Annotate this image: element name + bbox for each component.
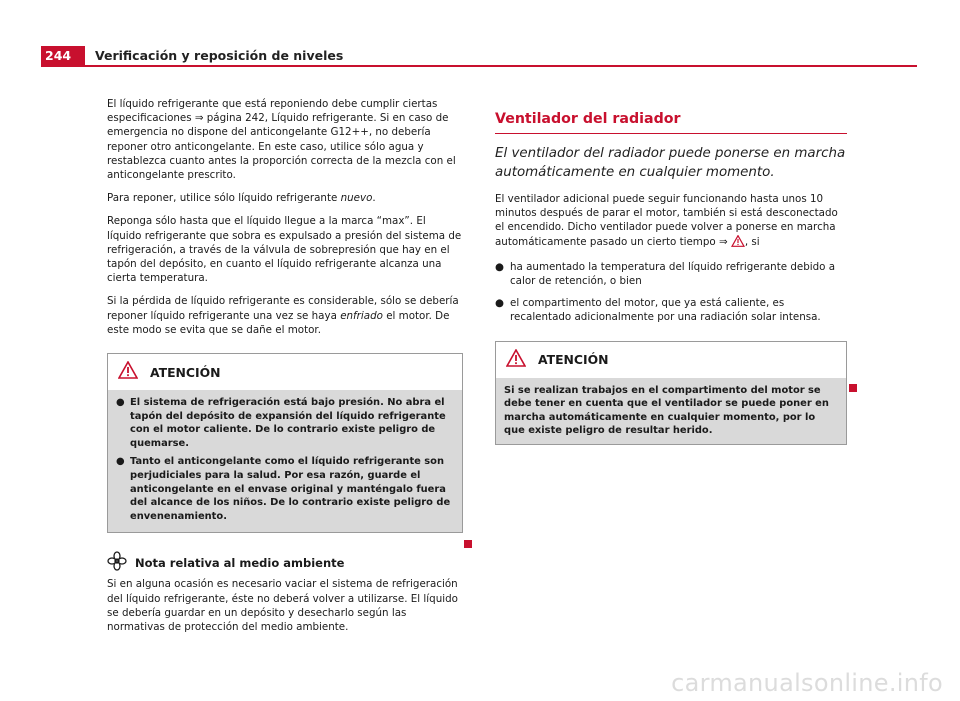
coolant-spec-paragraph: El líquido refrigerante que está reponiendo debe cumplir ciertas especificaciones ⇒ página 242, Líquido refrigerante. Si en caso de emergencia no dispone del anticongelante G12++, no debería reponer otro anticongelante. En este caso, utilice sólo agua y restablezca cuanto antes la proporción correcta de la mezcla con el anticongelante prescrito. (107, 98, 456, 182)
right-column (495, 111, 847, 445)
header-rule (41, 65, 917, 67)
list-item-text: ha aumentado la temperatura del líquido refrigerante debido a calor de retención, o bien (510, 260, 836, 288)
page-number: 244 (41, 46, 85, 66)
warning-box (495, 341, 847, 445)
text-segment: , si (744, 235, 760, 248)
warning-triangle-icon (506, 349, 526, 371)
warning-header (108, 354, 462, 390)
emphasis-text: enfriado (340, 309, 383, 322)
warning-body (108, 390, 462, 532)
left-column (107, 97, 463, 643)
warning-bullet (116, 396, 454, 450)
warning-title: ATENCIÓN (538, 352, 609, 368)
text-segment: Para reponer, utilice sólo líquido refrigerante (107, 192, 341, 205)
list-item (495, 296, 847, 324)
chapter-title: Verificación y reposición de niveles (95, 48, 344, 63)
environment-note-text: Si en alguna ocasión es necesario vaciar el sistema de refrigeración del líquido refrigerante, éste no deberá volver a utilizarse. El líquido se debería guardar en un depósito y desecharlo según las normativas de protección del medio ambiente. (107, 578, 458, 633)
environment-note-title: Nota relativa al medio ambiente (135, 556, 345, 571)
list-item (495, 260, 847, 288)
list-item-text: el compartimento del motor, que ya está caliente, es recalentado adicionalmente por una radiación solar intensa. (510, 297, 821, 324)
page-header (0, 0, 960, 70)
section-subheading: El ventilador del radiador puede ponerse en marcha automáticamente en cualquier momento. (495, 146, 846, 180)
warning-box (107, 353, 463, 533)
warning-bullet-text: El sistema de refrigeración está bajo presión. No abra el tapón del depósito de expansión del líquido refrigerante con el motor caliente. De lo contrario existe peligro de quemarse. (130, 397, 446, 449)
loss-paragraph (107, 294, 463, 337)
bullet-dot: ● (495, 297, 504, 310)
fan-paragraph (495, 192, 847, 251)
environment-note-header (107, 551, 463, 575)
section-title: Ventilador del radiador (495, 111, 847, 134)
refill-max-paragraph: Reponga sólo hasta que el líquido llegue a la marca “max”. El líquido refrigerante que sobra es expulsado a presión del sistema de refrigeración, a través de la válvula de sobrepresión que hay en el tapón del depósito, en cuanto el líquido refrigerante alcanza una cierta temperatura. (107, 215, 462, 285)
watermark: carmanualsonline.info (671, 669, 943, 697)
bullet-dot: ● (116, 456, 125, 468)
section-end-marker (464, 540, 472, 548)
environment-flower-icon (107, 551, 127, 575)
warning-triangle-icon (731, 235, 745, 251)
warning-title: ATENCIÓN (150, 364, 221, 380)
emphasis-text: nuevo (340, 192, 373, 205)
refill-new-paragraph (107, 191, 463, 205)
text-segment: . (372, 192, 376, 205)
warning-text: Si se realizan trabajos en el compartimento del motor se debe tener en cuenta que el ventilador se puede poner en marcha automáticamente en cualquier momento, por lo que existe peligro de resultar herido. (504, 384, 829, 437)
bullet-dot: ● (495, 260, 504, 273)
warning-triangle-icon (118, 361, 138, 383)
warning-bullet-text: Tanto el anticongelante como el líquido refrigerante son perjudiciales para la salud. Por esa razón, guarde el anticongelante en el envase original y manténgalo fuera del alcance de los niños. De lo contrario existe peligro de envenenamiento. (130, 456, 451, 522)
section-end-marker (849, 384, 857, 392)
text-segment: el motor. De este modo se evita que se dañe el motor. (107, 309, 450, 336)
bullet-dot: ● (116, 397, 125, 409)
warning-header (496, 342, 846, 378)
warning-bullet (116, 455, 454, 523)
text-segment: Si la pérdida de líquido refrigerante es considerable, sólo se debería reponer líquido refrigerante una vez se haya (107, 295, 459, 322)
text-segment: El ventilador adicional puede seguir funcionando hasta unos 10 minutos después de parar el motor, también si está desconectado el encendido. Dicho ventilador puede volver a ponerse en marcha automáticamente pasado un cierto tiempo ⇒ (495, 193, 838, 248)
warning-body (496, 378, 846, 444)
